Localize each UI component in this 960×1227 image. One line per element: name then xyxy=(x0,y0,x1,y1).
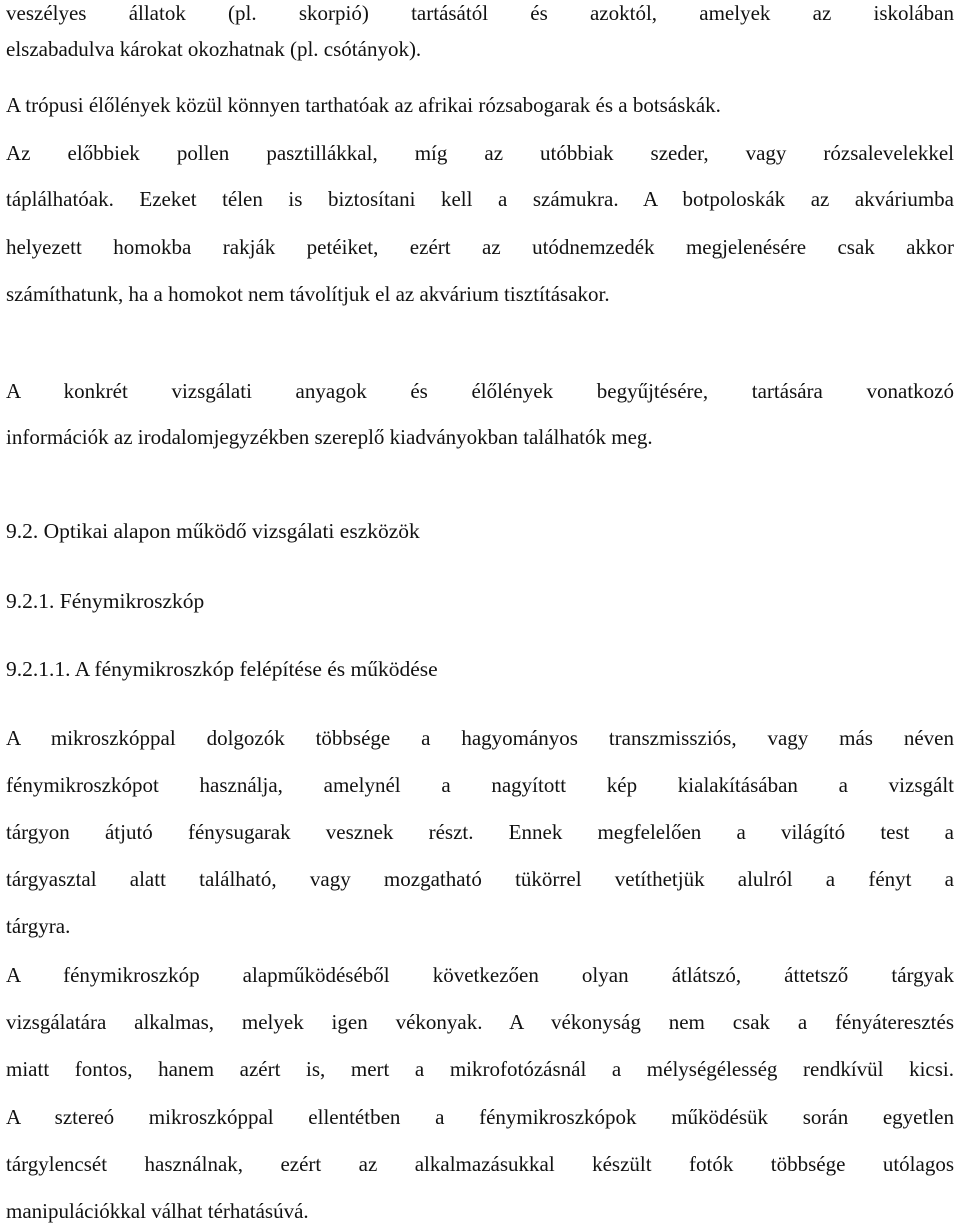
text-line: fénymikroszkópot használja, amelynél a nagyított kép kialakításában a vizsgált xyxy=(6,773,954,797)
text-line: Az előbbiek pollen pasztillákkal, míg az utóbbiak szeder, vagy rózsalevelekkel xyxy=(6,141,954,165)
text-line: A trópusi élőlények közül könnyen tarthatóak az afrikai rózsabogarak és a botsáskák. xyxy=(6,93,721,117)
section-heading: 9.2. Optikai alapon működő vizsgálati eszközök xyxy=(6,519,420,543)
text-line: A mikroszkóppal dolgozók többsége a hagyományos transzmissziós, vagy más néven xyxy=(6,726,954,750)
text-line: vizsgálatára alkalmas, melyek igen vékonyak. A vékonyság nem csak a fényáteresztés xyxy=(6,1010,954,1034)
text-line: tárgyon átjutó fénysugarak vesznek részt. Ennek megfelelően a világító test a xyxy=(6,820,954,844)
text-line: A konkrét vizsgálati anyagok és élőlények begyűjtésére, tartására vonatkozó xyxy=(6,379,954,403)
text-line: veszélyes állatok (pl. skorpió) tartásától és azoktól, amelyek az iskolában xyxy=(6,1,954,25)
text-line: táplálhatóak. Ezeket télen is biztosítani kell a számukra. A botpoloskák az akváriumba xyxy=(6,187,954,211)
text-line: miatt fontos, hanem azért is, mert a mikrofotózásnál a mélységélesség rendkívül kicsi. xyxy=(6,1057,954,1081)
text-line: tárgylencsét használnak, ezért az alkalmazásukkal készült fotók többsége utólagos xyxy=(6,1152,954,1176)
text-line: A sztereó mikroszkóppal ellentétben a fénymikroszkópok működésük során egyetlen xyxy=(6,1105,954,1129)
text-line: helyezett homokba rakják petéiket, ezért az utódnemzedék megjelenésére csak akkor xyxy=(6,235,954,259)
text-line: tárgyasztal alatt található, vagy mozgatható tükörrel vetíthetjük alulról a fényt a xyxy=(6,867,954,891)
text-line: elszabadulva károkat okozhatnak (pl. csótányok). xyxy=(6,37,422,61)
text-line: információk az irodalomjegyzékben szereplő kiadványokban találhatók meg. xyxy=(6,425,653,449)
text-line: számíthatunk, ha a homokot nem távolítjuk el az akvárium tisztításakor. xyxy=(6,282,610,306)
text-line: tárgyra. xyxy=(6,914,71,938)
text-line: A fénymikroszkóp alapműködéséből következően olyan átlátszó, áttetsző tárgyak xyxy=(6,963,954,987)
subsection-heading: 9.2.1. Fénymikroszkóp xyxy=(6,589,205,613)
text-line: manipulációkkal válhat térhatásúvá. xyxy=(6,1199,309,1223)
subsubsection-heading: 9.2.1.1. A fénymikroszkóp felépítése és működése xyxy=(6,657,438,681)
